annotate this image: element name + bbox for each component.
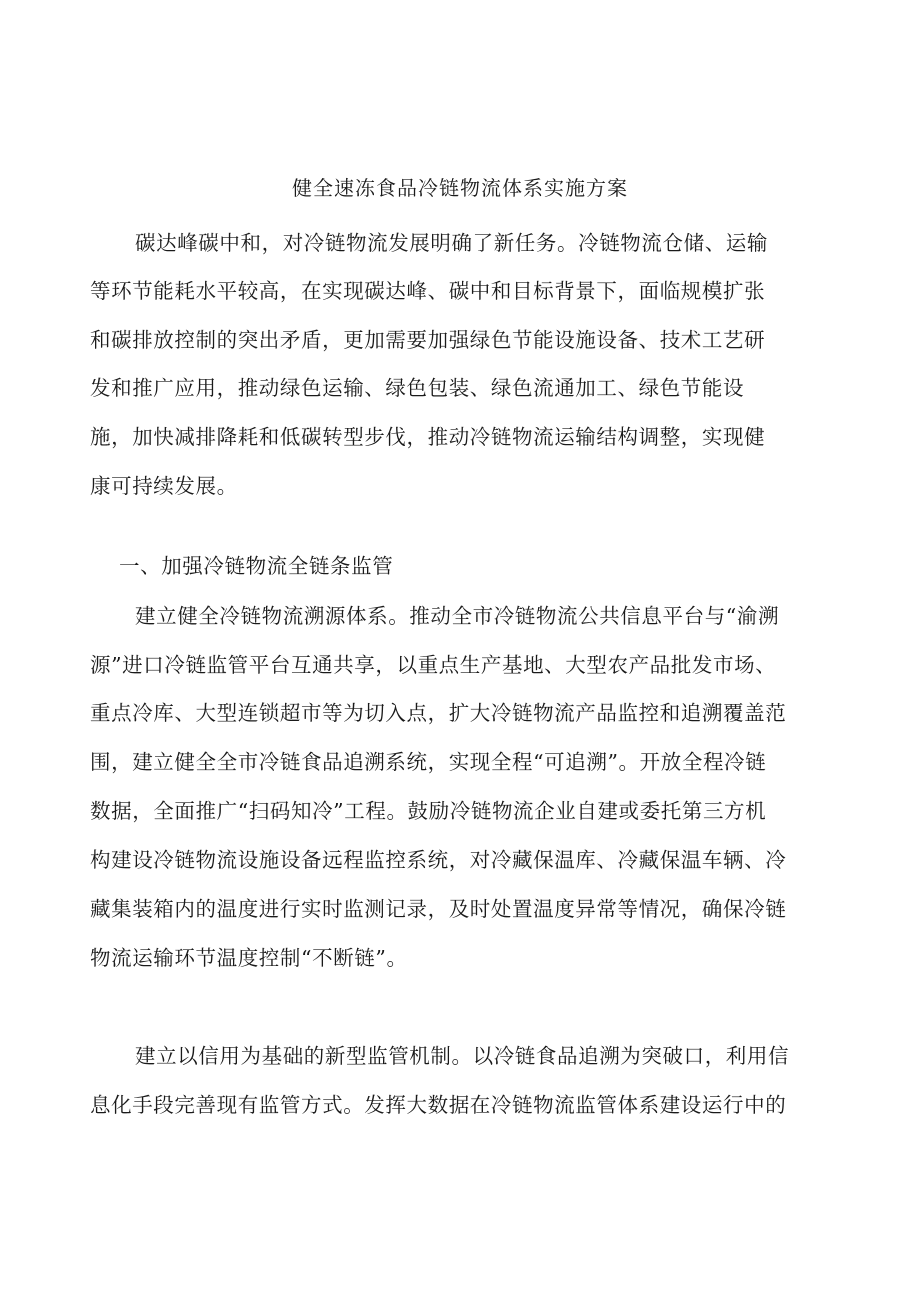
intro-line-2: 等环节能耗水平较高，在实现碳达峰、碳中和目标背景下，面临规模扩张 [90, 279, 766, 303]
intro-line-4: 发和推广应用，推动绿色运输、绿色包装、绿色流通加工、绿色节能设 [90, 376, 745, 400]
para1-line-1: 建立健全冷链物流溯源体系。推动全市冷链物流公共信息平台与“渝溯 [135, 604, 780, 628]
para1-line-5: 数据，全面推广“扫码知冷”工程。鼓励冷链物流企业自建或委托第三方机 [90, 799, 767, 823]
section-heading: 一、加强冷链物流全链条监管 [119, 554, 394, 578]
para1-line-4: 围，建立健全全市冷链食品追溯系统，实现全程“可追溯”。开放全程冷链 [90, 750, 767, 774]
document-title: 健全速冻食品冷链物流体系实施方案 [292, 176, 628, 200]
para1-line-8: 物流运输环节温度控制“不断链”。 [90, 946, 408, 970]
para1-line-6: 构建设冷链物流设施设备远程监控系统，对冷藏保温库、冷藏保温车辆、冷 [90, 848, 787, 872]
intro-line-6: 康可持续发展。 [90, 474, 238, 498]
intro-line-3: 和碳排放控制的突出矛盾，更加需要加强绿色节能设施设备、技术工艺研 [90, 328, 766, 352]
para2-line-2: 息化手段完善现有监管方式。发挥大数据在冷链物流监管体系建设运行中的 [90, 1093, 787, 1117]
para1-line-7: 藏集装箱内的温度进行实时监测记录，及时处置温度异常等情况，确保冷链 [90, 897, 787, 921]
intro-line-5: 施，加快减排降耗和低碳转型步伐，推动冷链物流运输结构调整，实现健 [90, 425, 766, 449]
intro-line-1: 碳达峰碳中和，对冷链物流发展明确了新任务。冷链物流仓储、运输 [135, 231, 768, 255]
para1-line-3: 重点冷库、大型连锁超市等为切入点，扩大冷链物流产品监控和追溯覆盖范 [90, 701, 787, 725]
para2-line-1: 建立以信用为基础的新型监管机制。以冷链食品追溯为突破口，利用信 [135, 1044, 790, 1068]
para1-line-2: 源”进口冷链监管平台互通共享，以重点生产基地、大型农产品批发市场、 [90, 653, 777, 677]
